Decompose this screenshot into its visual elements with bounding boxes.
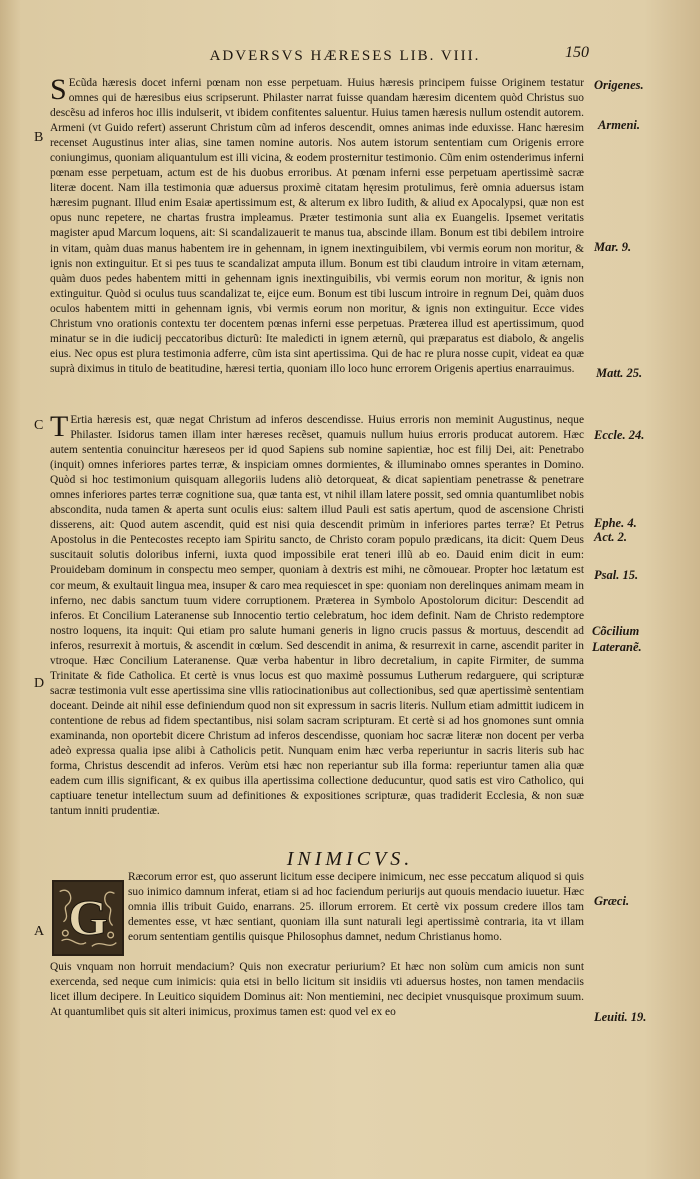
drop-initial-t: T [50,410,69,443]
margin-note-lateran: Lateranẽ. [592,640,642,654]
margin-note-matt25: Matt. 25. [596,366,643,380]
running-title: ADVERSVS HÆRESES LIB. VIII. [209,48,481,64]
margin-note-graeci: Græci. [594,894,630,908]
paragraph-graecorum-error-continued [50,960,584,1020]
margin-note-armeni: Armeni. [598,118,641,132]
svg-text:G: G [68,891,108,947]
paragraph-text: Ræcorum error est, quo asserunt licitum esse decipere inimicum, nec esse peccatum aliquod si quis suo inimico damnum inferat, etiam si ad hoc faciendum periurijs aut quouis mendacio iuuetur. Hæc omnia illis tribuit Guido, enarrans. 25. illorum errorem. Et certè vix possum credere illos tam dementes esse, vt hæc sentiant, quoniam illa sunt naturali legi apertissimè contraria, ita vt illam eorum sententiam gentilis quisque Philosophus damnet, nedum Christianus homo. [128,871,584,944]
paragraph-text: Quis vnquam non horruit mendacium? Quis non execratur periurium? Et hæc non solùm cum amicis non sunt exercenda, sed neque cum inimicis: quia etsi in bello licitum sit insidiis vti aduersus hostes, non tamen mendaciis licet illum decipere. In Leuitico siquidem Dominus ait: Non mentiemini, nec decipiet vnusquisque proximum suum. At quantumlibet quis sit alteri inimicus, proximus tamen est: quod vel ex eo [50,961,584,1019]
margin-note-leuiti19: Leuiti. 19. [594,1010,647,1024]
paragraph-tertia-haeresis [50,410,584,819]
folio-number: 150 [565,44,589,61]
section-letter-c: C [34,418,44,433]
margin-note-eccle24: Eccle. 24. [594,428,645,442]
section-letter-a: A [34,924,45,939]
margin-note-concilium: Cõcilium [592,624,640,638]
margin-note-act2: Act. 2. [594,530,627,544]
paragraph-text: Ertia hæresis est, quæ negat Christum ad inferos descendisse. Huius erroris non meminit Augustinus, neque Philaster. Isidorus tamen illam inter hæreses recẽset, quamuis nullum huius erroris producat autorem. Hæc autem sententia conuincitur hæreseos per id quod Sapiens sub nomine sapientiæ, hoc est filij Dei, ait: Penetrabo (inquit) omnes inferiores partes terræ, & inspiciam omnes dormientes, & illuminabo omnes sperantes in Domino. Quòd si hoc testimonium quisquam allegoriis ludens aliò detorqueat, & dicat sapientiam penetrasse & penetrare omnes inferiores partes terræ cognitione sua, quæ tanta est, vt nihil illam latere possit, sed omnia quantumlibet nobis abscondita, nuda tamen & aperta sunt oculis eius: saltem illud Pauli est satis apertum, quod de ascensione Christi disserens, ait: Quod autem ascendit, quid est nisi quia descendit primùm in inferiores partes terræ? Et Petrus Apostolus in die Pentecostes recepto iam Spiritu sancto, de Christo coram populo prædicans, ita dicit: Quem Deus suscitauit solutis doloribus inferni, iuxta quod impossibile erat teneri illũ ab eo. Dauid enim dicit in eum: Prouidebam dominum in conspectu meo semper, quoniam à dextris est mihi, ne cõmouear. Propter hoc lætatum est cor meum, & exultauit lingua mea, insuper & caro mea requiescet in spe: quoniam non derelinques animam meam in inferno, nec dabis sanctum tuum videre corruptionem. Præterea in Symbolo Apostolorum dicitur: Descendit ad inferos. Et Concilium Lateranense sub Innocentio tertio celebratum, hoc idem definit. Nam de Christo redemptore nostro loquens, ita inquit: Qui etiam pro salute humani generis in ligno crucis passus & mortuus, descendit ad inferos, resurrexit à mortuis, & ascendit in cœlum. Sed descendit in anima, & resurrexit in carne, ascendit pariter in vtroque. Hæc Concilium Lateranense. Quæ verba habentur in libro decretalium, in capite Firmiter, de summa Trinitate & fide Catholica. Et certè is vnus locus est quo maximè possumus Lutherum redarguere, qui scripturæ sacræ testimonia vult esse apertissima sine vllis ratiocinationibus aut collectionibus, sed quæ apertissimè sententiam doceant. Deinde ait nihil esse definiendum quod non sit expressum in sacris literis. Nullum etiam admittit iudicem in contentione de rebus ad fidem spectantibus, nisi solam sacram scripturam. Et certè si ad hos gnomones sunt omnia examinanda, non oportebit dicere Christum ad inferos descendisse, quoniam hoc sacræ literæ non docent per verba adeò expressa qualia ipse alibi à Catholicis petit. Nunquam enim hæc verba reperiuntur in sacris literis sub hac forma, Christus descendit ad inferos. Verùm etsi hæc non reperiantur sub illa forma: reperiuntur tamen alia quæ eadem cum illis significant, & ex quibus illa apertissima collectione deducuntur, quod satis est viro Catholico, qui captiuare tenetur intellectum suum ad definitiones & expositiones scripturæ, quas tradiderit Ecclesia, & non suæ tantum inniti prudentiæ. [50,414,584,818]
drop-initial-s: S [50,73,67,106]
section-letter-d: D [34,676,45,691]
paragraph-graecorum-error [128,870,584,945]
paragraph-text: Ecũda hæresis docet inferni pœnam non esse perpetuam. Huius hæresis principem fuisse Originem testatur omnes qui de hæresibus eius scripserunt. Philaster narrat fuisse quandam hæresim dicentem quòd Christus suo descẽsu ad inferos hoc illis indulserit, vt ibidem confitentes saluentur. Huius tamen hæresis nullum ostendit autorem. Armeni (vt Guido refert) asserunt Christum cũm ad inferos descendit, omnes animas inde eduxisse. Hanc hæresim recenset Augustinus inter alias, sine tamen nomine autoris. Nos autem istorum sententiam cum Origenis errore coniungimus, quoniam aliquantulum est illi vicina, & eodem prosternitur testimonio. Cũm enim ostenderimus inferni pœnam esse perpetuam, actum est de his duobus erroribus. At pœnam inferni esse perpetuam apertissimè sacræ literæ docent. Nam illa testimonia quæ aduersus proximè citatam hęresim protulimus, ferè omnia aduersus istam hæresim pugnant. Illud enim Esaiæ apertissimum est, & alterum ex libro Iudith, & aliud ex Apocalypsi, quæ non est opus nunc repetere, ne chartas frustra impleamus. Præter testimonia sunt alia ex Euangelis. Ipsemet veritatis magister apud Marcum loquens, ait: Si scandalizauerit te manus tua, abscinde illam. Bonum est tibi debilem introire in vitam, quàm duas manus habentem ire in gehennam, in ignem inextinguibilem, vbi vermis eorum non moritur, & ignis non extinguitur. Et si pes tuus te scandalizat amputa illum. Bonum est tibi claudum introire in vitam æternam, quàm duos pedes habentem mitti in gehennam ignis inextinguibilis, vbi vermis eorum non moritur, & ignis non extinguitur. Quòd si oculus tuus scandalizat te, eijce eum. Bonum est tibi luscum introire in regnum Dei, quàm duos oculos habentem mitti in gehennam ignis, vbi vermis eorum non moritur, & ignis non extinguitur. Ecce vides Christum vno orationis contextu ter docentem pœnas inferni esse perpetuas. Præterea illud est apertissimum, quod minatur se in die iudicij peccatoribus dicturũ: Ite maledicti in ignem æternũ, qui præparatus est diabolo, & angelis eius. Nec opus est plura testimonia adferre, cũm ista sint apertissima. Qui de hac re plura nosse cupit, videat ea quæ suprà diximus in titulo de beatitudine, hæresi tertia, quoniam illo loco hunc errorem Origenis apertius enarrauimus. [50,77,585,375]
paragraph-secunda-haeresis [50,73,585,377]
margin-note-mar9: Mar. 9. [594,240,632,254]
ornate-initial-g-icon [52,880,124,956]
section-heading: INIMICVS. [286,848,414,870]
margin-note-origenes: Origenes. [594,78,644,92]
margin-note-ephe4: Ephe. 4. [594,516,637,530]
margin-note-psal15: Psal. 15. [594,568,639,582]
section-letter-b: B [34,130,44,145]
